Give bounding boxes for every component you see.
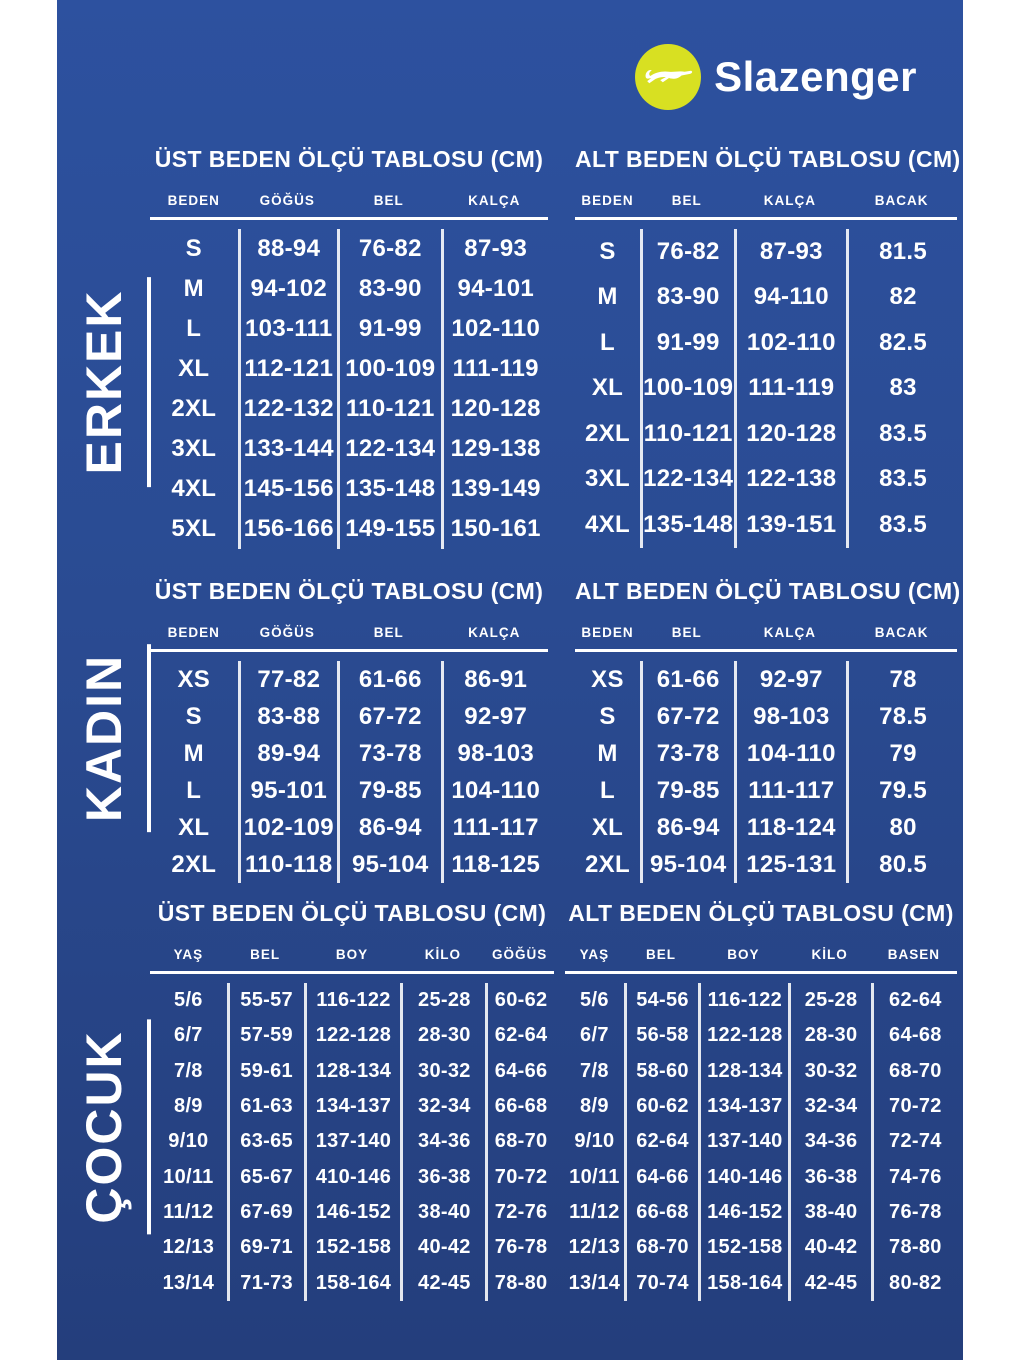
table-title: ALT BEDEN ÖLÇÜ TABLOSU (CM) — [575, 146, 961, 172]
measurement-cell: 82.5 — [846, 320, 957, 366]
measurement-cell: 42-45 — [788, 1265, 870, 1300]
size-chart-canvas — [57, 0, 963, 1360]
measurement-cell: 87-93 — [734, 229, 847, 275]
measurement-cell: 76-82 — [640, 229, 734, 275]
measurement-cell: 76-78 — [485, 1230, 554, 1265]
measurement-cell: 91-99 — [640, 320, 734, 366]
measurement-cell: 149-155 — [337, 509, 440, 549]
header-underline — [150, 649, 548, 652]
size-cell: 2XL — [585, 419, 630, 447]
measurement-cell: 66-68 — [485, 1089, 554, 1124]
measurement-cell: 25-28 — [788, 983, 870, 1018]
measurement-cell: 68-70 — [485, 1124, 554, 1159]
measurement-cell: 78-80 — [485, 1265, 554, 1300]
column-header: BOY — [727, 947, 760, 962]
header-underline — [565, 971, 957, 974]
column-header: BEL — [373, 193, 404, 208]
size-cell: 9/10 — [574, 1130, 615, 1153]
size-cell: 9/10 — [168, 1130, 209, 1153]
measurement-cell: 89-94 — [238, 735, 338, 772]
measurement-cell: 28-30 — [788, 1018, 870, 1053]
column-header: KALÇA — [763, 193, 816, 208]
measurement-cell: 100-109 — [337, 349, 440, 389]
size-cell: 10/11 — [569, 1165, 620, 1188]
measurement-cell: 70-74 — [624, 1265, 698, 1300]
column-header: BEDEN — [167, 625, 220, 640]
measurement-cell: 152-158 — [698, 1230, 788, 1265]
size-cell: XL — [178, 813, 210, 841]
measurement-cell: 98-103 — [734, 698, 847, 735]
measurement-cell: 64-66 — [485, 1054, 554, 1089]
column-header: BOY — [335, 947, 369, 962]
measurement-cell: 74-76 — [871, 1159, 957, 1194]
table-title: ÜST BEDEN ÖLÇÜ TABLOSU (CM) — [157, 900, 547, 926]
size-cell: 2XL — [171, 850, 217, 878]
table-erkek-alt-beden — [575, 146, 961, 548]
size-cell: S — [185, 702, 202, 730]
measurement-cell: 92-97 — [734, 661, 847, 698]
size-cell: 12/13 — [568, 1236, 621, 1259]
measurement-cell: 79-85 — [640, 772, 734, 809]
measurement-cell: 70-72 — [871, 1089, 957, 1124]
measurement-cell: 68-70 — [871, 1054, 957, 1089]
size-cell: 5XL — [171, 515, 217, 542]
measurement-cell: 68-70 — [624, 1230, 698, 1265]
measurement-cell: 25-28 — [400, 983, 485, 1018]
brand-name: Slazenger — [714, 53, 917, 100]
measurement-cell: 98-103 — [441, 735, 548, 772]
measurement-cell: 94-102 — [238, 269, 338, 309]
measurement-cell: 111-119 — [441, 349, 548, 389]
measurement-cell: 60-62 — [624, 1089, 698, 1124]
column-header: GÖĞÜS — [259, 193, 315, 208]
size-cell: L — [186, 315, 202, 342]
measurement-cell: 86-91 — [441, 661, 548, 698]
measurement-cell: 100-109 — [640, 366, 734, 412]
measurement-cell: 30-32 — [788, 1054, 870, 1089]
measurement-cell: 65-67 — [227, 1159, 304, 1194]
size-cell: M — [597, 283, 618, 311]
column-header: BEL — [646, 947, 677, 962]
section-erkek — [57, 268, 151, 496]
table-kadin-ust-beden — [150, 578, 548, 883]
table-kadin-alt-beden — [575, 578, 961, 883]
measurement-cell: 67-72 — [640, 698, 734, 735]
measurement-cell: 110-121 — [640, 411, 734, 457]
size-cell: 7/8 — [174, 1059, 203, 1082]
measurement-cell: 118-125 — [441, 846, 548, 883]
size-cell: 12/13 — [162, 1236, 215, 1259]
header-underline — [575, 649, 957, 652]
measurement-cell: 70-72 — [485, 1159, 554, 1194]
measurement-cell: 111-117 — [441, 809, 548, 846]
measurement-cell: 150-161 — [441, 509, 548, 549]
measurement-cell: 38-40 — [788, 1195, 870, 1230]
size-cell: 6/7 — [174, 1024, 203, 1047]
measurement-cell: 66-68 — [624, 1195, 698, 1230]
column-header: GÖĞÜS — [491, 947, 548, 962]
column-header: YAŞ — [579, 947, 610, 962]
measurement-cell: 102-109 — [238, 809, 338, 846]
measurement-cell: 54-56 — [624, 983, 698, 1018]
measurement-cell: 135-148 — [337, 469, 440, 509]
size-cell: 4XL — [585, 510, 630, 538]
measurement-cell: 67-69 — [227, 1195, 304, 1230]
column-header: KİLO — [811, 947, 848, 962]
measurement-cell: 86-94 — [640, 809, 734, 846]
measurement-cell: 56-58 — [624, 1018, 698, 1053]
measurement-cell: 61-66 — [337, 661, 440, 698]
measurement-cell: 120-128 — [734, 411, 847, 457]
size-cell: L — [599, 328, 615, 356]
measurement-cell: 55-57 — [227, 983, 304, 1018]
size-cell: M — [183, 739, 204, 767]
measurement-cell: 73-78 — [337, 735, 440, 772]
measurement-cell: 134-137 — [698, 1089, 788, 1124]
size-cell: L — [186, 776, 202, 804]
measurement-cell: 57-59 — [227, 1018, 304, 1053]
measurement-cell: 80-82 — [871, 1265, 957, 1300]
measurement-cell: 122-128 — [304, 1018, 401, 1053]
measurement-cell: 135-148 — [640, 502, 734, 548]
column-header: BEDEN — [167, 193, 220, 208]
measurement-cell: 67-72 — [337, 698, 440, 735]
section-cocuk — [57, 1010, 151, 1244]
size-table — [150, 947, 554, 1301]
measurement-cell: 92-97 — [441, 698, 548, 735]
measurement-cell: 79-85 — [337, 772, 440, 809]
table-cocuk-ust-beden — [150, 900, 554, 1301]
column-header: KİLO — [424, 947, 461, 962]
size-cell: 4XL — [171, 475, 217, 502]
measurement-cell: 83 — [846, 366, 957, 412]
section-label-erkek: ERKEK — [76, 289, 132, 475]
measurement-cell: 58-60 — [624, 1054, 698, 1089]
column-header: KALÇA — [468, 625, 521, 640]
size-cell: 13/14 — [568, 1271, 621, 1294]
size-cell: 5/6 — [174, 989, 203, 1012]
measurement-cell: 76-82 — [337, 229, 440, 269]
table-title: ÜST BEDEN ÖLÇÜ TABLOSU (CM) — [154, 578, 544, 604]
measurement-cell: 62-64 — [485, 1018, 554, 1053]
size-table — [575, 193, 957, 548]
measurement-cell: 111-119 — [734, 366, 847, 412]
measurement-cell: 122-132 — [238, 389, 338, 429]
measurement-cell: 103-111 — [238, 309, 338, 349]
measurement-cell: 158-164 — [304, 1265, 401, 1300]
measurement-cell: 122-134 — [337, 429, 440, 469]
measurement-cell: 30-32 — [400, 1054, 485, 1089]
size-table — [575, 625, 957, 883]
measurement-cell: 111-117 — [734, 772, 847, 809]
size-cell: 11/12 — [163, 1200, 214, 1223]
measurement-cell: 125-131 — [734, 846, 847, 883]
size-cell: 5/6 — [580, 989, 609, 1012]
measurement-cell: 78-80 — [871, 1230, 957, 1265]
measurement-cell: 61-63 — [227, 1089, 304, 1124]
measurement-cell: 83-90 — [640, 275, 734, 321]
measurement-cell: 83-88 — [238, 698, 338, 735]
measurement-cell: 78 — [846, 661, 957, 698]
measurement-cell: 83.5 — [846, 457, 957, 503]
size-cell: XS — [591, 665, 624, 693]
measurement-cell: 79 — [846, 735, 957, 772]
size-cell: 7/8 — [580, 1059, 609, 1082]
size-cell: S — [599, 702, 616, 730]
measurement-cell: 72-74 — [871, 1124, 957, 1159]
header-underline — [575, 217, 957, 220]
measurement-cell: 122-128 — [698, 1018, 788, 1053]
measurement-cell: 156-166 — [238, 509, 338, 549]
measurement-cell: 139-151 — [734, 502, 847, 548]
column-header: BEDEN — [581, 193, 634, 208]
column-header: BACAK — [874, 193, 929, 208]
measurement-cell: 80.5 — [846, 846, 957, 883]
measurement-cell: 83.5 — [846, 411, 957, 457]
measurement-cell: 112-121 — [238, 349, 338, 389]
measurement-cell: 63-65 — [227, 1124, 304, 1159]
table-cocuk-alt-beden — [565, 900, 957, 1301]
measurement-cell: 72-76 — [485, 1195, 554, 1230]
measurement-cell: 158-164 — [698, 1265, 788, 1300]
measurement-cell: 78.5 — [846, 698, 957, 735]
measurement-cell: 76-78 — [871, 1195, 957, 1230]
table-title: ÜST BEDEN ÖLÇÜ TABLOSU (CM) — [154, 146, 544, 172]
measurement-cell: 62-64 — [624, 1124, 698, 1159]
panther-icon — [635, 44, 701, 110]
column-header: KALÇA — [763, 625, 816, 640]
measurement-cell: 40-42 — [400, 1230, 485, 1265]
measurement-cell: 95-104 — [337, 846, 440, 883]
measurement-cell: 146-152 — [698, 1195, 788, 1230]
measurement-cell: 59-61 — [227, 1054, 304, 1089]
column-header: BASEN — [887, 947, 940, 962]
section-label-cocuk: ÇOCUK — [76, 1030, 132, 1224]
measurement-cell: 122-138 — [734, 457, 847, 503]
measurement-cell: 128-134 — [304, 1054, 401, 1089]
size-table — [150, 625, 548, 883]
header-underline — [150, 217, 548, 220]
measurement-cell: 102-110 — [734, 320, 847, 366]
measurement-cell: 140-146 — [698, 1159, 788, 1194]
column-header: BEDEN — [581, 625, 634, 640]
measurement-cell: 79.5 — [846, 772, 957, 809]
measurement-cell: 102-110 — [441, 309, 548, 349]
size-cell: XS — [177, 665, 211, 693]
measurement-cell: 32-34 — [788, 1089, 870, 1124]
measurement-cell: 32-34 — [400, 1089, 485, 1124]
measurement-cell: 104-110 — [734, 735, 847, 772]
measurement-cell: 116-122 — [304, 983, 401, 1018]
header-underline — [150, 971, 554, 974]
table-title: ALT BEDEN ÖLÇÜ TABLOSU (CM) — [568, 900, 954, 926]
measurement-cell: 137-140 — [698, 1124, 788, 1159]
size-cell: 13/14 — [162, 1271, 215, 1294]
measurement-cell: 152-158 — [304, 1230, 401, 1265]
column-header: BEL — [250, 947, 281, 962]
measurement-cell: 86-94 — [337, 809, 440, 846]
column-header: BACAK — [874, 625, 929, 640]
measurement-cell: 133-144 — [238, 429, 338, 469]
table-title: ALT BEDEN ÖLÇÜ TABLOSU (CM) — [575, 578, 961, 604]
measurement-cell: 110-121 — [337, 389, 440, 429]
measurement-cell: 94-101 — [441, 269, 548, 309]
measurement-cell: 38-40 — [400, 1195, 485, 1230]
measurement-cell: 104-110 — [441, 772, 548, 809]
measurement-cell: 118-124 — [734, 809, 847, 846]
column-header: BEL — [671, 193, 702, 208]
size-cell: S — [185, 235, 202, 262]
measurement-cell: 146-152 — [304, 1195, 401, 1230]
size-cell: 10/11 — [163, 1165, 214, 1188]
size-cell: 8/9 — [580, 1095, 609, 1118]
measurement-cell: 61-66 — [640, 661, 734, 698]
measurement-cell: 91-99 — [337, 309, 440, 349]
measurement-cell: 95-104 — [640, 846, 734, 883]
size-cell: S — [599, 237, 616, 265]
column-header: GÖĞÜS — [259, 625, 315, 640]
measurement-cell: 82 — [846, 275, 957, 321]
column-header: BEL — [373, 625, 404, 640]
column-header: YAŞ — [173, 947, 204, 962]
measurement-cell: 95-101 — [238, 772, 338, 809]
measurement-cell: 122-134 — [640, 457, 734, 503]
measurement-cell: 80 — [846, 809, 957, 846]
size-cell: XL — [591, 374, 624, 402]
measurement-cell: 88-94 — [238, 229, 338, 269]
size-table — [150, 193, 548, 549]
size-cell: 3XL — [171, 435, 217, 462]
measurement-cell: 128-134 — [698, 1054, 788, 1089]
size-cell: 6/7 — [580, 1024, 609, 1047]
size-cell: M — [597, 739, 618, 767]
measurement-cell: 410-146 — [304, 1159, 401, 1194]
measurement-cell: 94-110 — [734, 275, 847, 321]
measurement-cell: 145-156 — [238, 469, 338, 509]
measurement-cell: 120-128 — [441, 389, 548, 429]
measurement-cell: 73-78 — [640, 735, 734, 772]
size-cell: 3XL — [585, 465, 630, 493]
measurement-cell: 87-93 — [441, 229, 548, 269]
section-kadin — [57, 636, 151, 840]
measurement-cell: 139-149 — [441, 469, 548, 509]
measurement-cell: 64-68 — [871, 1018, 957, 1053]
measurement-cell: 137-140 — [304, 1124, 401, 1159]
measurement-cell: 42-45 — [400, 1265, 485, 1300]
size-cell: XL — [178, 355, 210, 382]
measurement-cell: 69-71 — [227, 1230, 304, 1265]
measurement-cell: 34-36 — [400, 1124, 485, 1159]
measurement-cell: 116-122 — [698, 983, 788, 1018]
column-header: KALÇA — [468, 193, 521, 208]
size-cell: M — [183, 275, 204, 302]
column-header: BEL — [671, 625, 702, 640]
measurement-cell: 62-64 — [871, 983, 957, 1018]
section-label-kadin: KADIN — [76, 653, 132, 823]
size-cell: 2XL — [585, 850, 630, 878]
measurement-cell: 36-38 — [400, 1159, 485, 1194]
measurement-cell: 83-90 — [337, 269, 440, 309]
measurement-cell: 77-82 — [238, 661, 338, 698]
measurement-cell: 110-118 — [238, 846, 338, 883]
measurement-cell: 40-42 — [788, 1230, 870, 1265]
size-table — [565, 947, 957, 1301]
size-cell: 2XL — [171, 395, 217, 422]
measurement-cell: 81.5 — [846, 229, 957, 275]
size-cell: XL — [591, 813, 624, 841]
measurement-cell: 36-38 — [788, 1159, 870, 1194]
measurement-cell: 34-36 — [788, 1124, 870, 1159]
measurement-cell: 83.5 — [846, 502, 957, 548]
measurement-cell: 64-66 — [624, 1159, 698, 1194]
measurement-cell: 60-62 — [485, 983, 554, 1018]
measurement-cell: 28-30 — [400, 1018, 485, 1053]
size-cell: 11/12 — [569, 1200, 620, 1223]
measurement-cell: 134-137 — [304, 1089, 401, 1124]
brand-logo — [635, 44, 917, 110]
measurement-cell: 71-73 — [227, 1265, 304, 1300]
table-erkek-ust-beden — [150, 146, 548, 549]
size-cell: L — [599, 776, 615, 804]
size-cell: 8/9 — [174, 1095, 203, 1118]
measurement-cell: 129-138 — [441, 429, 548, 469]
